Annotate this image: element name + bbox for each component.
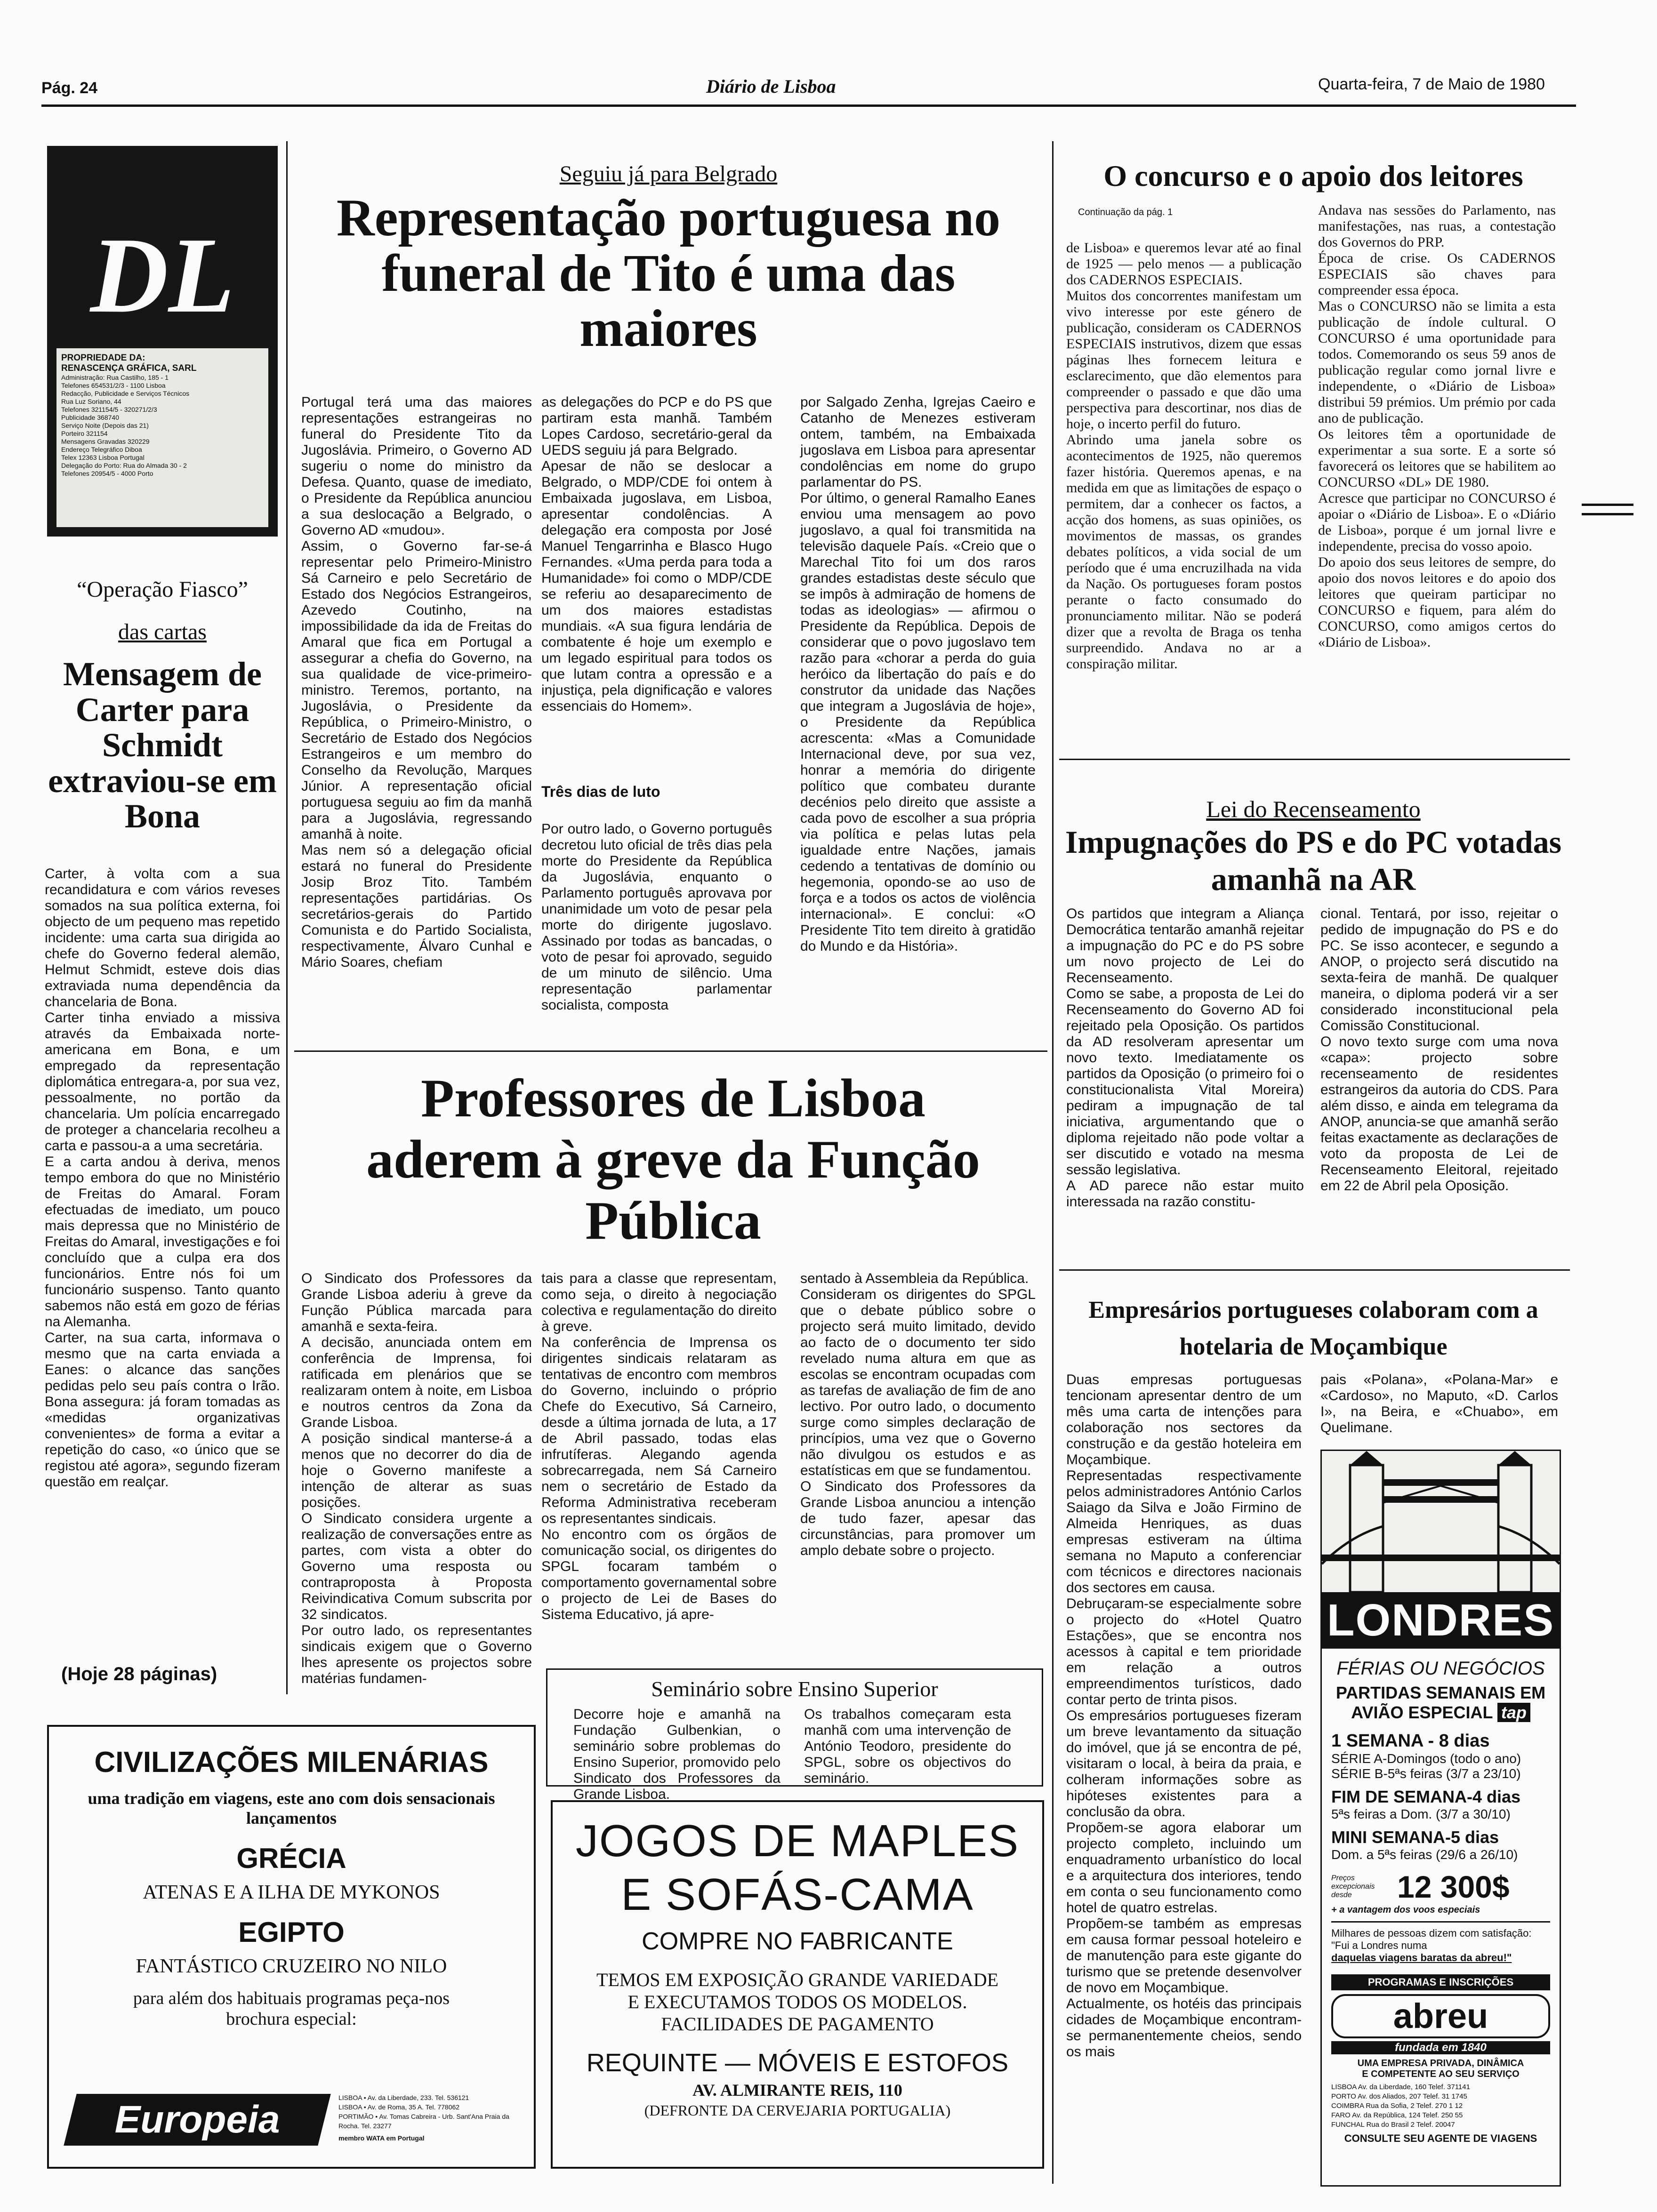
ownership-details: Administração: Rua Castilho, 185 - 1 Telefones 654531/2/3 - 1100 Lisboa Redacção, Publicidade e Serviços Técnicos Rua Luz Soriano, 44 Telefones 321154/5 - 320271/2/3 Publicidade 368740 Serviço Noite (Depois das 21) Porteiro 321154 Mensagens Gravadas 320229 Endereço Telegráfico Diboa Telex 12363 Lisboa Portugal Delegação do Porto: Rua do Almada 30 - 2 Telefones 20954/5 - 4000 Porto <box>61 374 190 477</box>
seminario-col2: Os trabalhos começaram esta manhã com uma intervenção de António Teodoro, presidente do SPGL, sobre os objectivos do seminário. <box>804 1707 1011 1786</box>
belgrado-col1: Portugal terá uma das maiores representações estrangeiras no funeral do Presidente Tito da Jugoslávia. Primeiro, o Governo AD sugeriu o nome do ministro da Defesa. Quanto, quase de imediato, o Presidente da República anunciou a sua deslocação a Belgrado, o Governo AD «mudou». Assim, o Governo far-se-á representar pelo Primeiro-Ministro Sá Carneiro e pelo Secretário de Estado dos Negócios Estrangeiros, Azevedo Coutinho, na impossibilidade da ida de Freitas do Amaral que fica em Portugal a assegurar a chefia do Governo, na sua qualidade de vice-primeiro-ministro. Teremos, portanto, na Jugoslávia, o Presidente da República, o Primeiro-Ministro, o Secretário de Estado dos Negócios Estrangeiros e um membro do Conselho da Revolução, Marques Júnior. A representação oficial portuguesa seguiu ao fim da manhã para a Jugoslávia, regressando amanhã à noite. Mas nem só a delegação oficial estará no funeral do Presidente Josip Broz Tito. Também representações partidárias. Os secretários-gerais do Partido Comunista e do Partido Socialista, respectivamente, Álvaro Cunhal e Mário Soares, chefiam <box>301 394 532 970</box>
ad-civilizacoes <box>47 1725 536 2169</box>
carter-body: Carter, à volta com a sua recandidatura e com vários reveses somados na sua política externa, foi objecto de um pequeno mas repetido incidente: uma carta sua dirigida ao chefe do Governo federal alemão, Helmut Schmidt, esteve dois dias extraviada numa dependência da chancelaria de Bona. Carter tinha enviado a missiva através da Embaixada norte-americana em Bona, e um empregado da representação diplomática entregara-a, por sua vez, pessoalmente, no portão da chancelaria. Um polícia encarregado de proteger a chancelaria recolheu a carta e passou-a a uma secretária. E a carta andou à deriva, menos tempo embora do que no Ministério de Freitas do Amaral. Foram efectuadas de imediato, um pouco mais depressa que no Ministério de Freitas do Amaral, investigações e foi concluído que a culpa era dos funcionários. Entre nós foi um funcionário suspenso. Tanto quanto sabemos não está em gozo de férias na Alemanha. Carter, na sua carta, informava o mesmo que na carta enviada a Eanes: o alcance das sanções pedidas pelo seu país contra o Irão. Bona assegura: já foram tomadas as «medidas organizativas convenientes» de forma a evitar a repetição do caso, «o único que se registou até agora», segundo fizeram questão em realçar. <box>45 866 280 1490</box>
belgrado-col3: por Salgado Zenha, Igrejas Caeiro e Catanho de Menezes estiveram ontem, também, na Embaixada jugoslava em Lisboa para apresentar condolências em nome do grupo parlamentar do PS. Por último, o general Ramalho Eanes enviou uma mensagem ao povo jugoslavo, a qual foi transmitida na televisão daquele País. «Creio que o Marechal Tito foi um dos raros grandes estadistas deste século que se impôs à admiração de homens de todas as ideologias» — afirmou o Presidente da República. Depois de considerar que o povo jugoslavo tem razão para «chorar a perda do guia heróico da libertação do país e do construtor da unidade das Nações que integram a Jugoslávia de hoje», o Presidente da República acrescenta: «Mas a Comunidade Internacional deve, por sua vez, honrar a memória do dirigente político que combateu durante decénios pelo direito que assiste a cada povo de escolher a sua própria via política e pelas lutas pela igualdade entre Nações, jamais cedendo a tentativas de domínio ou hegemonia, opondo-se ao uso de força e a todos os actos de violência internacional». E conclui: «O Presidente Tito tem direito à gratidão do Mundo e da História». <box>800 394 1036 954</box>
ad-londres-opt1a: SÉRIE A-Domingos (todo o ano) <box>1331 1751 1521 1766</box>
ad-civ-dest1: GRÉCIA <box>236 1843 346 1874</box>
ad-londres-title: LONDRES <box>1327 1595 1555 1645</box>
recenseamento-kicker: Lei do Recenseamento <box>1206 796 1421 822</box>
masthead-rule <box>41 104 1576 107</box>
ad-londres-price: 12 300$ <box>1397 1869 1510 1904</box>
section-rule <box>294 1050 1047 1052</box>
empresarios-headline: Empresários portugueses colaboram com a hotelaria de Moçambique <box>1088 1297 1538 1360</box>
abreu-logo: abreu <box>1331 1994 1550 2038</box>
ad-londres-opt2a: 5ªs feiras a Dom. (3/7 a 30/10) <box>1331 1807 1511 1821</box>
concurso-col1: de Lisboa» e queremos levar até ao final de 1925 — pelo menos — a publicação dos CADERNOS ESPECIAIS. Muitos dos concorrentes manifestam um vivo interesse por este género de publicação, consideram os CADERNOS ESPECIAIS instrutivos, dizem que essas páginas lhes fornecem leitura e esclarecimento, que dão elementos para compreender o passado e que dão uma perspectiva para descortinar, nos dias de hoje, o incerto perfil do futuro. Abrindo uma janela sobre os acontecimentos de 1925, não queremos fazer história. Queremos apenas, e na medida em que as limitações de espaço o permitem, dar a conhecer os factos, a acção dos homens, as suas opiniões, os movimentos de massas, os grandes debates políticos, a vida social de um período que é uma encruzilhada na vida da Nação. Os portugueses foram postos perante o facto consumado do pronunciamento militar. Não se poderá dizer que a revolta de Braga os tenha surpreendido. Andava no ar a conspiração militar. <box>1066 240 1302 672</box>
column-rule <box>1052 141 1054 2184</box>
ad-civ-address: LISBOA • Av. da Liberdade, 233. Tel. 536121 <box>338 2094 469 2101</box>
recenseamento-col1: Os partidos que integram a Aliança Democrática tentarão amanhã rejeitar a impugnação do PC e do PS sobre um novo projecto de Lei do Recenseamento. Como se sabe, a proposta de Lei do Recenseamento do Governo AD foi rejeitado pela Oposição. Os partidos da AD resolveram apresentar um novo texto. Imediatamente os partidos da Oposição (o primeiro foi o constitucionalista Vital Moreira) pediram a impugnação de tal iniciativa, argumentando que o diploma rejeitado não pode voltar a ser discutido e votado na mesma sessão legislativa. A AD parece não estar muito interessada na razão constitu- <box>1066 906 1304 1210</box>
ad-londres-opt3a: Dom. a 5ªs feiras (29/6 a 26/10) <box>1331 1847 1518 1862</box>
dl-logo-panel <box>47 146 278 537</box>
tap-logo: tap <box>1497 1703 1530 1722</box>
empresarios-col1: Duas empresas portuguesas tencionam apresentar dentro de um mês uma carta de intenções para colaboração nos sectores da construção e da gestão hoteleira em Moçambique. Representadas respectivamente pelos administradores António Carlos Saiago da Silva e João Firmino de Almeida Henriques, as duas empresas estiveram na última semana no Maputo a conferenciar com técnicos e directores nacionais dos sectores em causa. Debruçaram-se especialmente sobre o projecto do «Hotel Quatro Estações», que se encontra nos acessos à capital e tem prioridade em relação a outros empreendimentos turísticos, dado contar perto de trinta pisos. Os empresários portugueses fizeram um breve levantamento da situação do imóvel, que já se encontra de pé, visitaram o local, à beira da praia, e colheram informações sobre as hipóteses existentes para a conclusão da obra. Propõem-se agora elaborar um projecto completo, incluindo um enquadramento urbanístico do local e a arquitectura dos interiores, tendo em conta o seu funcionamento como hotel de quatro estrelas. Propõem-se também as empresas em causa formar pessoal hoteleiro e de manutenção para este gigante do turismo que se pretende desenvolver de novo em Moçambique. Actualmente, os hotéis das principais cidades de Moçambique encontram-se permanentemente cheios, sendo os mais <box>1066 1372 1302 2060</box>
ad-civ-addresses <box>338 2093 527 2143</box>
office-line: FUNCHAL Rua do Brasil 2 Telef. 20047 <box>1331 2121 1455 2129</box>
ad-londres <box>1320 1450 1561 2187</box>
ad-londres-line1: PARTIDAS SEMANAIS EM <box>1335 1683 1546 1702</box>
ad-jogos-line2: E EXECUTAMOS TODOS OS MODELOS. <box>627 1991 967 2012</box>
today-pages: (Hoje 28 páginas) <box>61 1664 217 1684</box>
ad-civ-subtitle: uma tradição em viagens, este ano com dois sensacionais lançamentos <box>88 1789 495 1827</box>
belgrado-headline: Representação portuguesa no funeral de Tito é uma das maiores <box>336 189 1001 358</box>
ad-jogos-line1: TEMOS EM EXPOSIÇÃO GRANDE VARIEDADE <box>596 1969 999 1990</box>
ad-civ-address: LISBOA • Av. de Roma, 35 A. Tel. 778062 <box>338 2103 460 2111</box>
ad-londres-body <box>1331 1658 1550 2145</box>
ad-civ-address: PORTIMÃO • Av. Tomas Cabreira - Urb. Sant'Ana Praia da Rocha. Tel. 23277 <box>338 2113 509 2130</box>
ad-civ-dest2: EGIPTO <box>238 1916 345 1948</box>
seminario-col1: Decorre hoje e amanhã na Fundação Gulbenkian, o seminário sobre problemas do Ensino Superior, promovido pelo Sindicato dos Professores da Grande Lisboa. <box>573 1707 780 1802</box>
professores-col3: sentado à Assembleia da República. Consideram os dirigentes do SPGL que o debate público sobre o projecto será muito limitado, devido ao facto de o documento ter sido revelado numa altura em que as escolas se encontram ocupadas com as tarefas de avaliação de fim de ano lectivo. Por outro lado, o documento surge como simples declaração de princípios, uma vez que o Governo não divulgou os estudos e as estatísticas em que se fundamentou. O Sindicato dos Professores da Grande Lisboa anunciou a intenção de tudo fazer, apesar das circunstâncias, para promover um amplo debate sobre o projecto. <box>800 1271 1036 1558</box>
ad-jogos <box>551 1800 1044 2169</box>
ad-civ-member: membro WATA em Portugal <box>338 2134 425 2142</box>
ad-londres-programs: PROGRAMAS E INSCRIÇÕES <box>1331 1974 1550 1990</box>
ad-londres-promo1: Milhares de pessoas dizem com satisfação: "Fui a Londres numa <box>1331 1927 1532 1951</box>
belgrado-col2b: Por outro lado, o Governo português decretou luto oficial de três dias pela morte do Presidente da República da Jugoslávia, enquanto o Parlamento português aprovava por unanimidade um voto de pesar pela morte do dirigente jugoslavo. Assinado por todas as bancadas, o voto de pesar foi aprovado, seguido de um minuto de silêncio. Uma representação parlamentar socialista, composta <box>541 821 772 1013</box>
ad-jogos-tagline: COMPRE NO FABRICANTE <box>642 1928 953 1955</box>
europeia-logo: Europeia <box>114 2098 280 2141</box>
office-line: COIMBRA Rua da Sofia, 2 Telef. 270 1 12 <box>1331 2102 1463 2110</box>
seminario-headline: Seminário sobre Ensino Superior <box>651 1677 938 1701</box>
belgrado-subhead: Três dias de luto <box>541 783 660 800</box>
issue-date: Quarta-feira, 7 de Maio de 1980 <box>1318 75 1545 93</box>
professores-col1: O Sindicato dos Professores da Grande Lisboa aderiu à greve da Função Pública marcada para amanhã e sexta-feira. A decisão, anunciada ontem em conferência de Imprensa, foi ratificada em plenários que se realizaram ontem à noite, em Lisboa e noutros centros da Zona da Grande Lisboa. A posição sindical mantersе-á a menos que no decorrer do dia de hoje o Governo manifeste a intenção de alterar as suas posições. O Sindicato considera urgente a realização de conversações entre as partes, com vista a obter do Governo uma resposta ou contraproposta à Proposta Reivindicativa Comum subscrita por 32 sindicatos. Por outro lado, os representantes sindicais exigem que o Governo lhes apresente os projectos sobre matérias fundamen- <box>301 1271 532 1686</box>
carter-headline: Mensagem de Carter para Schmidt extraviou-se em Bona <box>48 655 277 835</box>
ad-jogos-title2: E SOFÁS-CAMA <box>621 1869 974 1920</box>
section-rule <box>1059 1269 1570 1271</box>
ad-londres-line2-row <box>1331 1703 1550 1723</box>
ad-londres-opt2: FIM DE SEMANA-4 dias <box>1331 1787 1521 1806</box>
office-line: FARO Av. da República, 124 Telef. 250 55 <box>1331 2111 1463 2119</box>
column-rule <box>286 141 288 1694</box>
ad-londres-consult: CONSULTE SEU AGENTE DE VIAGENS <box>1344 2132 1537 2144</box>
ad-civ-dest1-sub: ATENAS E A ILHA DE MYKONOS <box>143 1882 440 1903</box>
recenseamento-col2: cional. Tentará, por isso, rejeitar o pedido de impugnação do PS e do PC. Se isso acontecer, e segundo a ANOP, o projecto será discutido na sexta-feira de manhã. De qualquer maneira, o diploma poderá vir a ser considerado inconstitucional pela Comissão Constitucional. O novo texto surge com uma nova «capa»: projecto sobre recenseamento de residentes estrangeiros da autoria do CDS. Para além disso, e ainda em telegrama da ANOP, anuncia-se que amanhã serão feitas exactamente as declarações de voto da proposta de Lei de Recenseamento Eleitoral, rejeitado em 22 de Abril pela Oposição. <box>1320 906 1558 1194</box>
office-line: LISBOA Av. da Liberdade, 160 Telef. 371141 <box>1331 2083 1470 2091</box>
concurso-col2: Andava nas sessões do Parlamento, nas manifestações, nas ruas, a contestação dos Governos do PRP. Época de crise. Os CADERNOS ESPECIAIS são chaves para compreender essa época. Mas o CONCURSO não se limita a esta publicação de índole cultural. O CONCURSO é uma oportunidade para todos. Comemorando os seus 59 anos de publicação regular como jornal livre e independente, o «Diário de Lisboa» distribui 59 prémios. Um prémio por cada ano de publicação. Os leitores têm a oportunidade de experimentar a sua sorte. E a sorte só favorecerá os leitores que se habilitem ao CONCURSO «DL» DE 1980. Acresce que participar no CONCURSO é apoiar o «Diário de Lisboa». E o «Diário de Lisboa», porque é um jornal livre e independente, precisa do vosso apoio. Do apoio dos seus leitores de sempre, do apoio dos novos leitores e do apoio dos leitores que queiram participar no CONCURSO e fiquem, para além do CONCURSO, como amigos certos do «Diário de Lisboa». <box>1318 202 1556 650</box>
belgrado-kicker: Seguiu já para Belgrado <box>559 161 778 186</box>
ownership-company: RENASCENÇA GRÁFICA, SARL <box>61 363 197 373</box>
ad-civ-dest2-sub: FANTÁSTICO CRUZEIRO NO NILO <box>136 1956 447 1977</box>
ad-londres-price-note: + a vantagem dos voos especiais <box>1331 1905 1480 1915</box>
margin-mark <box>1582 504 1633 506</box>
tower-bridge-illustration <box>1322 1451 1560 1592</box>
newspaper-name: Diário de Lisboa <box>706 76 836 97</box>
londres-banner <box>1322 1592 1560 1649</box>
operacao-kicker-2: das cartas <box>118 619 207 644</box>
concurso-continuation: Continuação da pág. 1 <box>1078 207 1173 217</box>
recenseamento-headline: Impugnações do PS e do PC votadas amanhã na AR <box>1065 824 1562 897</box>
ad-londres-tagline1: UMA EMPRESA PRIVADA, DINÂMICA <box>1357 2058 1524 2068</box>
concurso-headline: O concurso e o apoio dos leitores <box>1103 159 1523 192</box>
europeia-logo-box <box>64 2094 330 2146</box>
ad-londres-rule <box>1331 1921 1550 1923</box>
professores-col2: tais para a classe que representam, como seja, o direito à negociação colectiva e regulamentação do direito à greve. Na conferência de Imprensa os dirigentes sindicais relataram as tentativas de encontro com membros do Governo, incluindo o próprio Chefe do Executivo, Sá Carneiro, desde a última jornada de luta, a 17 de Abril passado, todas elas infrutíferas. Alegando agenda sobrecarregada, nem Sá Carneiro nem o secretário de Estado da Reforma Administrativa receberam os representantes sindicais. No encontro com os órgãos de comunicação social, os dirigentes do SPGL focaram também o comportamento governamental sobre o projecto de Lei de Bases do Sistema Educativo, já apre- <box>541 1271 777 1622</box>
operacao-kicker: “Operação Fiasco” <box>77 577 248 602</box>
page-number: Pág. 24 <box>41 79 98 97</box>
ad-londres-line2: AVIÃO ESPECIAL <box>1351 1703 1493 1722</box>
ad-jogos-brand: REQUINTE — MÓVEIS E ESTOFOS <box>586 2049 1009 2077</box>
empresarios-col2: pais «Polana», «Polana-Mar» e «Cardoso», no Maputo, «D. Carlos I», na Beira, e «Chuabo», em Quelimane. <box>1320 1372 1558 1435</box>
ad-jogos-landmark: (DEFRONTE DA CERVEJARIA PORTUGALIA) <box>644 2102 951 2119</box>
section-rule <box>1059 759 1570 760</box>
ad-civ-footer: para além dos habituais programas peça-nos brochura especial: <box>133 1988 450 2029</box>
professores-headline: Professores de Lisboa aderem à greve da Função Pública <box>366 1068 980 1251</box>
ad-londres-opt3: MINI SEMANA-5 dias <box>1331 1827 1499 1847</box>
margin-mark <box>1582 513 1633 515</box>
ad-londres-founded: fundada em 1840 <box>1331 2041 1550 2054</box>
ad-londres-promo2: daquelas viagens baratas da abreu!" <box>1331 1952 1512 1964</box>
ad-londres-price-label: Preços excepcionais desde <box>1331 1874 1375 1899</box>
ad-londres-tagline2: E COMPETENTE AO SEU SERVIÇO <box>1362 2069 1520 2079</box>
ad-londres-subtitle: FÉRIAS OU NEGÓCIOS <box>1336 1658 1545 1679</box>
ad-londres-opt1: 1 SEMANA - 8 dias <box>1331 1731 1490 1751</box>
ad-civ-title: CIVILIZAÇÕES MILENÁRIAS <box>94 1746 489 1779</box>
ad-jogos-address: AV. ALMIRANTE REIS, 110 <box>692 2081 902 2100</box>
ad-londres-price-row <box>1331 1869 1550 1905</box>
ad-londres-offices <box>1331 2083 1550 2130</box>
ownership-box <box>56 348 268 527</box>
office-line: PORTO Av. dos Aliados, 207 Telef. 31 1745 <box>1331 2092 1467 2100</box>
seminario-box <box>546 1668 1043 1802</box>
ad-londres-opt1b: SÉRIE B-5ªs feiras (3/7 a 23/10) <box>1331 1766 1521 1781</box>
ad-jogos-title1: JOGOS DE MAPLES <box>575 1816 1020 1866</box>
ownership-label: PROPRIEDADE DA: <box>61 353 145 363</box>
dl-logo: DL <box>90 215 235 335</box>
belgrado-col2: as delegações do PCP e do PS que partiram esta manhã. Também Lopes Cardoso, secretário-geral da UEDS seguiu já para Belgrado. Apesar de não se deslocar a Belgrado, o MDP/CDE foi ontem à Embaixada jugoslava, em Lisboa, apresentar condolências. A delegação era composta por José Manuel Tengarrinha e Blasco Hugo Fernandes. «Uma perda para toda a Humanidade» foi como o MDP/CDE se referiu ao desaparecimento de um dos maiores estadistas mundiais. «A sua figura lendária de combatente é hoje um exemplo e um legado espiritual para todos os que lutam contra a opressão e a injustiça, pela dignificação e valores essenciais do Homem». <box>541 394 772 714</box>
ad-jogos-line3: FACILIDADES DE PAGAMENTO <box>661 2013 934 2035</box>
